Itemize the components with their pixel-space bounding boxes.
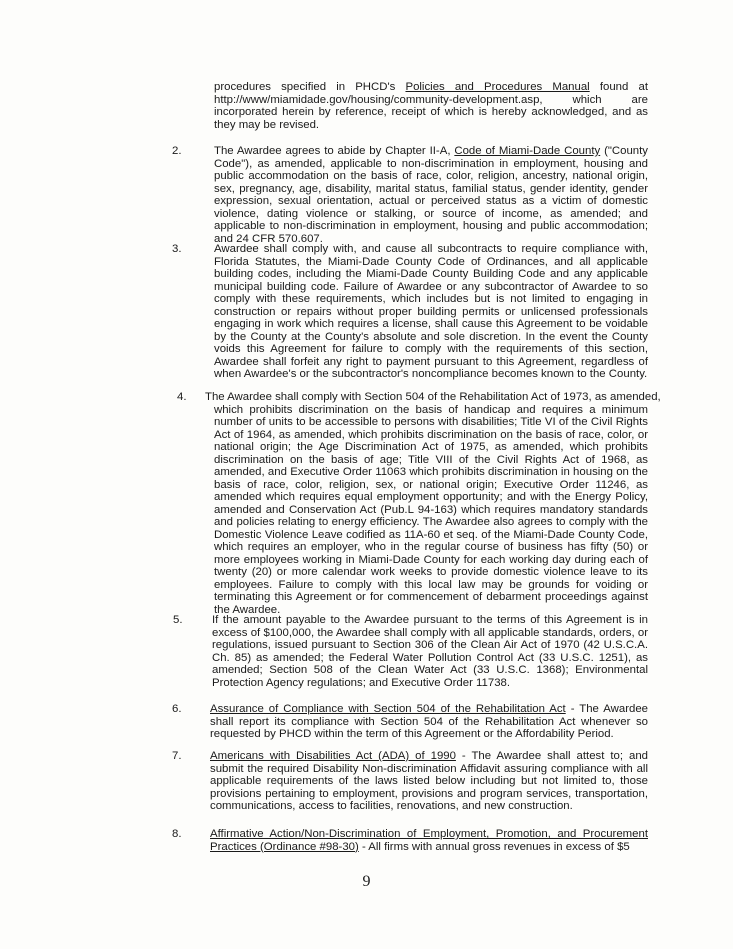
item-7-heading: Americans with Disabilities Act (ADA) of 1990 [210, 750, 456, 762]
item-5-number: 5. [173, 614, 183, 626]
item-8-number: 8. [172, 828, 182, 840]
item-8-paragraph [210, 828, 648, 853]
item-2-text: The Awardee agrees to abide by Chapter II-A, [214, 145, 455, 157]
item-6-text: - The Awardee shall report its compliance with Section 504 of the Rehabilitation Act whenever so requested by PHCD within the term of this Agreement or the Affordability Period. [210, 703, 648, 740]
intro-paragraph [214, 81, 648, 131]
item-7-paragraph [210, 750, 648, 813]
intro-text-continued: found at http://www/miamidade.gov/housing/community-development.asp, which are incorporated herein by reference, receipt of which is hereby acknowledged, and as they may be revised. [214, 81, 648, 131]
item-4-number: 4. [177, 391, 187, 403]
item-6-heading: Assurance of Compliance with Section 504 of the Rehabilitation Act [210, 703, 566, 715]
item-6-paragraph [210, 703, 648, 741]
item-3-paragraph: Awardee shall comply with, and cause all subcontracts to require compliance with, Florida Statutes, the Miami-Dade County Code of Ordinances, and all applicable building codes, including the Miami-Dade County Building Code and any applicable municipal building code. Failure of Awardee or any subcontractor of Awardee to so comply with these requirements, which includes but is not limited to engaging in construction or repairs without proper building permits or unlicensed professionals engaging in work which requires a license, shall cause this Agreement to be voidable by the County at the County's absolute and sole discretion. In the event the County voids this Agreement for failure to comply with the requirements of this section, Awardee shall forfeit any right to payment pursuant to this Agreement, regardless of when Awardee's or the subcontractor's noncompliance becomes known to the County. [214, 243, 648, 380]
item-4-paragraph: which prohibits discrimination on the basis of handicap and requires a minimum number of units to be accessible to persons with disabilities; Title VI of the Civil Rights Act of 1964, as amended, which prohibits discrimination on the basis of race, color, or national origin; the Age Discrimination Act of 1975, as amended, which prohibits discrimination on the basis of age; Title VIII of the Civil Rights Act of 1968, as amended, and Executive Order 11063 which prohibits discrimination in housing on the basis of race, color, religion, sex, or national origin; Executive Order 11246, as amended which requires equal employment opportunity; and with the Energy Policy, amended and Conservation Act (Pub.L 94-163) which requires mandatory standards and policies relating to energy efficiency. The Awardee also agrees to comply with the Domestic Violence Leave codified as 11A-60 et seq. of the Miami-Dade County Code, which requires an employer, who in the regular course of business has fifty (50) or more employees working in Miami-Dade County for each working day during each of twenty (20) or more calendar work weeks to provide domestic violence leave to its employees. Failure to comply with this local law may be grounds for voiding or terminating this Agreement or for commencement of debarment proceedings against the Awardee. [214, 403, 648, 616]
item-2-paragraph [214, 145, 648, 245]
item-2-text-continued: ("County Code"), as amended, applicable to non-discrimination in employment, housing and public accommodation on the basis of race, color, religion, ancestry, national origin, sex, pregnancy, age, disability, marital status, familial status, gender identity, gender expression, sexual orientation, actual or perceived status as a victim of domestic violence, dating violence or stalking, or source of income, as amended; and applicable to non-discrimination in employment, housing and public accommodation; and 24 CFR 570.607. [214, 145, 649, 245]
item-7-text: - The Awardee shall attest to; and submit the required Disability Non-discrimination Affidavit assuring compliance with all applicable requirements of the laws listed below including but not limited to, those provisions pertaining to employment, provisions and program services, transportation, communications, access to facilities, renovations, and new construction. [210, 750, 648, 812]
item-6-number: 6. [172, 703, 182, 715]
item-5-paragraph: If the amount payable to the Awardee pursuant to the terms of this Agreement is in excess of $100,000, the Awardee shall comply with all applicable standards, orders, or regulations, issued pursuant to Section 306 of the Clean Air Act of 1970 (42 U.S.C.A. Ch. 85) as amended; the Federal Water Pollution Control Act (33 U.S.C. 1251), as amended; Section 508 of the Clean Water Act (33 U.S.C. 1368); Environmental Protection Agency regulations; and Executive Order 11738. [212, 614, 648, 689]
policies-manual-reference: Policies and Procedures Manual [405, 81, 590, 93]
intro-text: procedures specified in PHCD's [214, 81, 406, 93]
item-8-text: - All firms with annual gross revenues in excess of $5 [358, 840, 630, 853]
page-number: 9 [362, 873, 371, 890]
item-2-number: 2. [172, 145, 182, 157]
county-code-reference: Code of Miami-Dade County [454, 145, 601, 157]
item-8-heading: Affirmative Action/Non-Discrimination of Employment, Promotion, and Procurement Practices (Ordinance #98-30) [210, 828, 648, 853]
item-4-first-line: The Awardee shall comply with Section 504 of the Rehabilitation Act of 1973, as amended, [205, 391, 661, 403]
item-7-number: 7. [172, 750, 182, 762]
item-3-number: 3. [172, 243, 182, 255]
